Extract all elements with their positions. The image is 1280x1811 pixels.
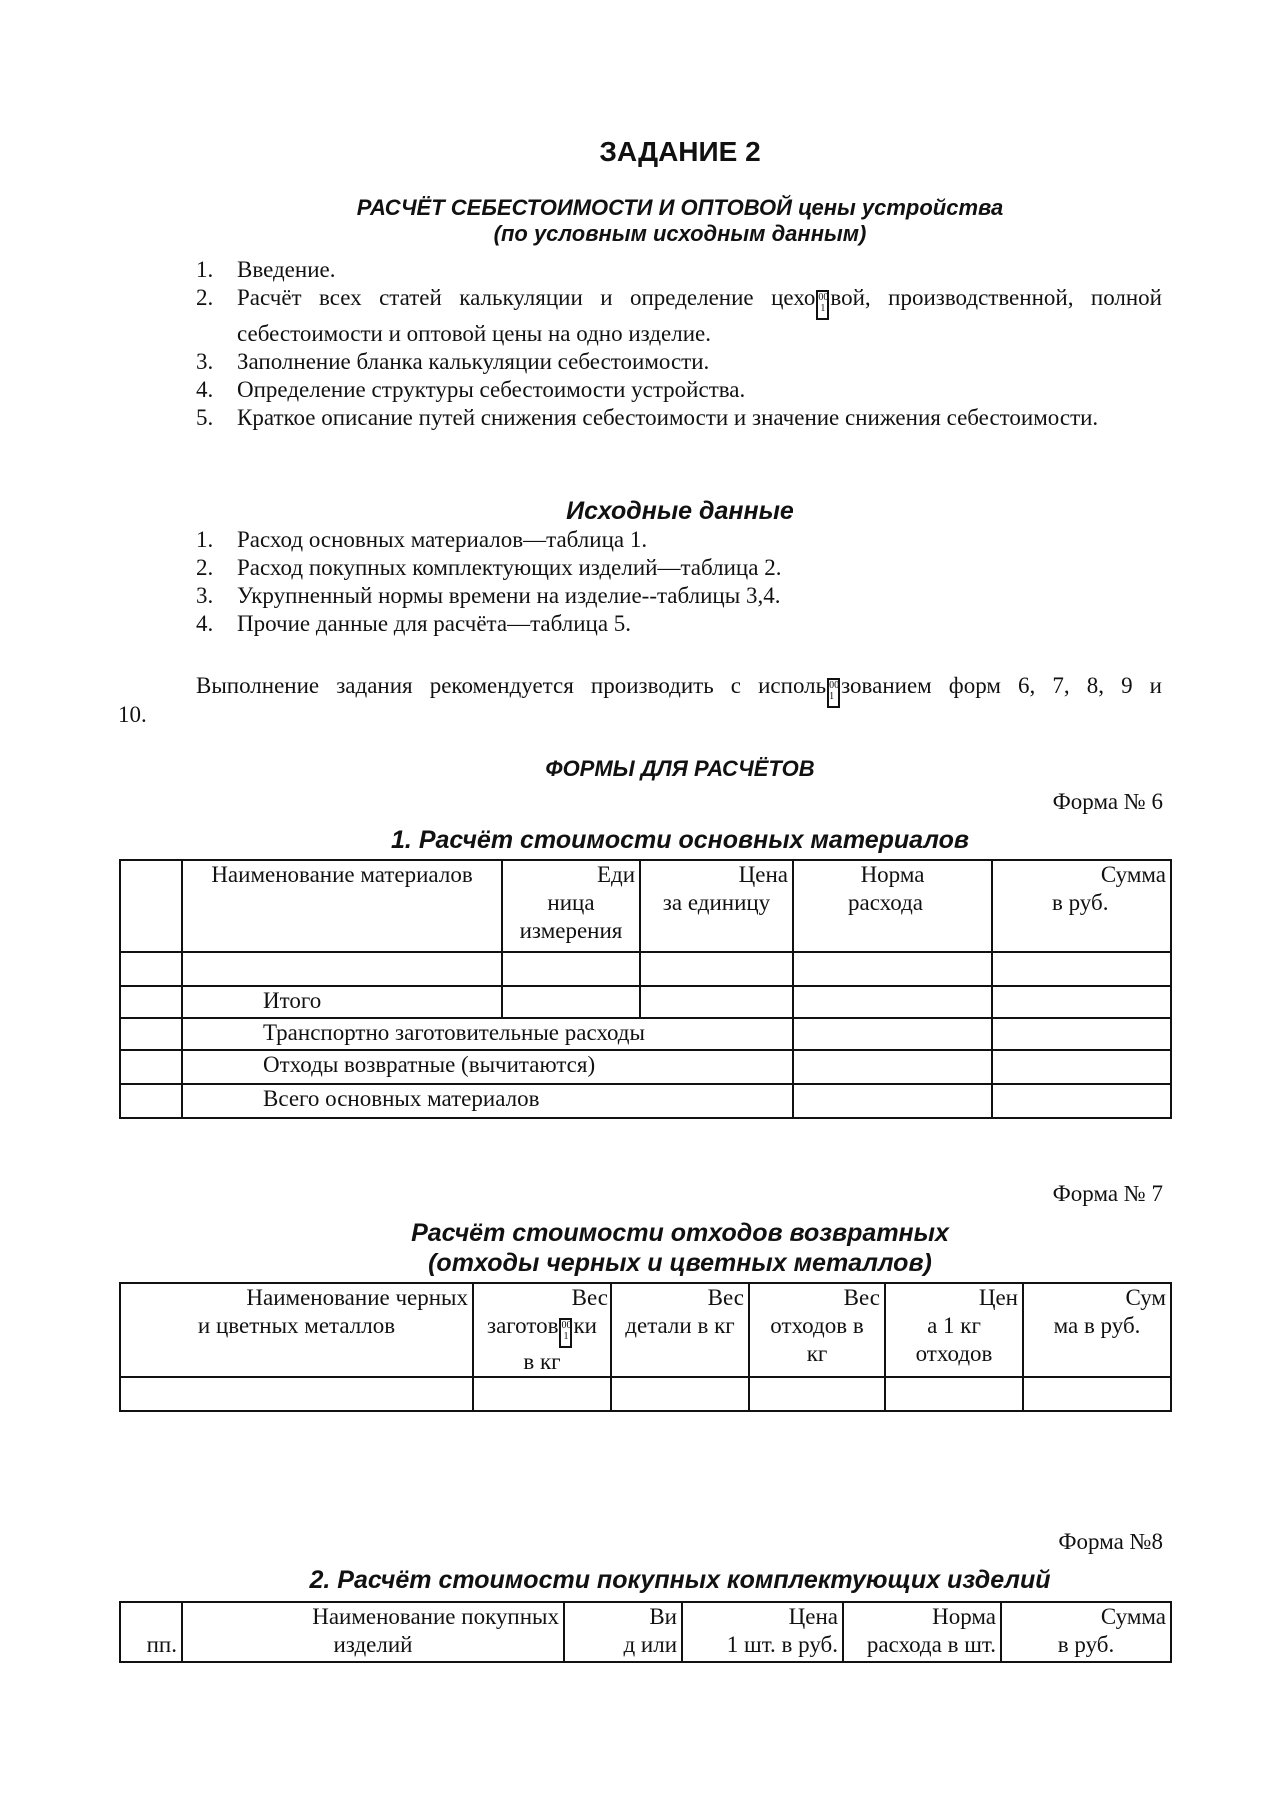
row-all-materials-label: Всего основных материалов bbox=[182, 1084, 793, 1118]
table-header-row bbox=[120, 1283, 1171, 1377]
col-metal-name-header: Наименование черных и цветных металлов bbox=[120, 1283, 473, 1377]
table-header-row bbox=[120, 860, 1171, 952]
form-8-table bbox=[119, 1601, 1172, 1663]
table-row bbox=[120, 1377, 1171, 1411]
col-unit-price-header: Цена 1 шт. в руб. bbox=[682, 1602, 843, 1662]
col-waste-weight-header: Вес отходов в кг bbox=[749, 1283, 885, 1377]
col-part-weight-header: Вес детали в кг bbox=[611, 1283, 749, 1377]
form-7-table bbox=[119, 1282, 1172, 1412]
form-8-label: Форма №8 bbox=[1058, 1529, 1163, 1554]
table-row bbox=[120, 1018, 1171, 1050]
list-item: 3. Укрупненный нормы времени на изделие--таблицы 3,4. bbox=[196, 583, 781, 608]
source-data-heading: Исходные данные bbox=[566, 497, 794, 525]
list-item: 3. Заполнение бланка калькуляции себестоимости. bbox=[196, 349, 710, 374]
list-item: 4. Определение структуры себестоимости устройства. bbox=[196, 377, 746, 402]
col-item-name-header: Наименование покупных изделий bbox=[182, 1602, 564, 1662]
page-break-marker-icon: 00 1 bbox=[827, 678, 840, 708]
form-7-label: Форма № 7 bbox=[1052, 1181, 1163, 1206]
row-waste-label: Отходы возвратные (вычитаются) bbox=[182, 1050, 793, 1084]
col-usage-norm-header: Норма расхода в шт. bbox=[843, 1602, 1001, 1662]
form-6-table bbox=[119, 859, 1172, 1119]
source-data-list bbox=[196, 526, 1162, 638]
form-7-title-line-2: (отходы черных и цветных металлов) bbox=[428, 1249, 932, 1277]
list-item: 4. Прочие данные для расчёта—таблица 5. bbox=[196, 611, 632, 636]
subtitle-line-2: (по условным исходным данным) bbox=[493, 221, 867, 246]
col-price-header: Цена за единицу bbox=[640, 860, 793, 952]
list-item: 2. Расчёт всех статей калькуляции и определение цехо 00 1 вой, производственной, полной себестоимости и оптовой цены на одно изделие. bbox=[196, 285, 1162, 346]
col-norm-header: Норма расхода bbox=[793, 860, 992, 952]
list-item: 2. Расход покупных комплектующих изделий—таблица 2. bbox=[196, 555, 782, 580]
col-blank-weight-header: Вес заготов 00 1 ки в кг bbox=[473, 1283, 611, 1377]
table-row bbox=[120, 1050, 1171, 1084]
recommendation-continuation: 10. bbox=[118, 702, 147, 727]
col-sum-header: Сумма в руб. bbox=[992, 860, 1171, 952]
row-total-label: Итого bbox=[182, 986, 502, 1018]
task-list bbox=[196, 256, 1162, 432]
table-header-row bbox=[120, 1602, 1171, 1662]
list-item: 5. Краткое описание путей снижения себестоимости и значение снижения себестоимости. bbox=[196, 405, 1099, 430]
page-break-marker-icon: 00 1 bbox=[559, 1318, 572, 1348]
col-waste-price-header: Цен а 1 кг отходов bbox=[885, 1283, 1023, 1377]
recommendation-paragraph: Выполнение задания рекомендуется производить с исполь 00 1 зованием форм 6, 7, 8, 9 и bbox=[196, 672, 1162, 708]
col-unit-header: Еди ница измерения bbox=[502, 860, 640, 952]
form-6-label: Форма № 6 bbox=[1052, 789, 1163, 814]
page-break-marker-icon: 00 1 bbox=[816, 290, 829, 320]
list-item: 1. Расход основных материалов—таблица 1. bbox=[196, 527, 648, 552]
col-kind-header: Ви д или bbox=[564, 1602, 682, 1662]
table-row bbox=[120, 986, 1171, 1018]
form-8-title: 2. Расчёт стоимости покупных комплектующих изделий bbox=[309, 1566, 1051, 1594]
list-item: 1. Введение. bbox=[196, 257, 336, 282]
form-7-title-line-1: Расчёт стоимости отходов возвратных bbox=[411, 1219, 949, 1247]
col-item-sum-header: Сумма в руб. bbox=[1001, 1602, 1171, 1662]
col-name-header: Наименование материалов bbox=[182, 860, 502, 952]
table-row bbox=[120, 952, 1171, 986]
row-transport-label: Транспортно заготовительные расходы bbox=[182, 1018, 793, 1050]
form-6-title: 1. Расчёт стоимости основных материалов bbox=[391, 826, 969, 854]
col-waste-sum-header: Сум ма в руб. bbox=[1023, 1283, 1171, 1377]
col-number-header: пп. bbox=[120, 1602, 182, 1662]
table-row bbox=[120, 1084, 1171, 1118]
subtitle-line-1: РАСЧЁТ СЕБЕСТОИМОСТИ И ОПТОВОЙ цены устройства bbox=[356, 195, 1004, 220]
page-title: ЗАДАНИЕ 2 bbox=[599, 136, 761, 167]
forms-heading: ФОРМЫ ДЛЯ РАСЧЁТОВ bbox=[545, 756, 815, 781]
